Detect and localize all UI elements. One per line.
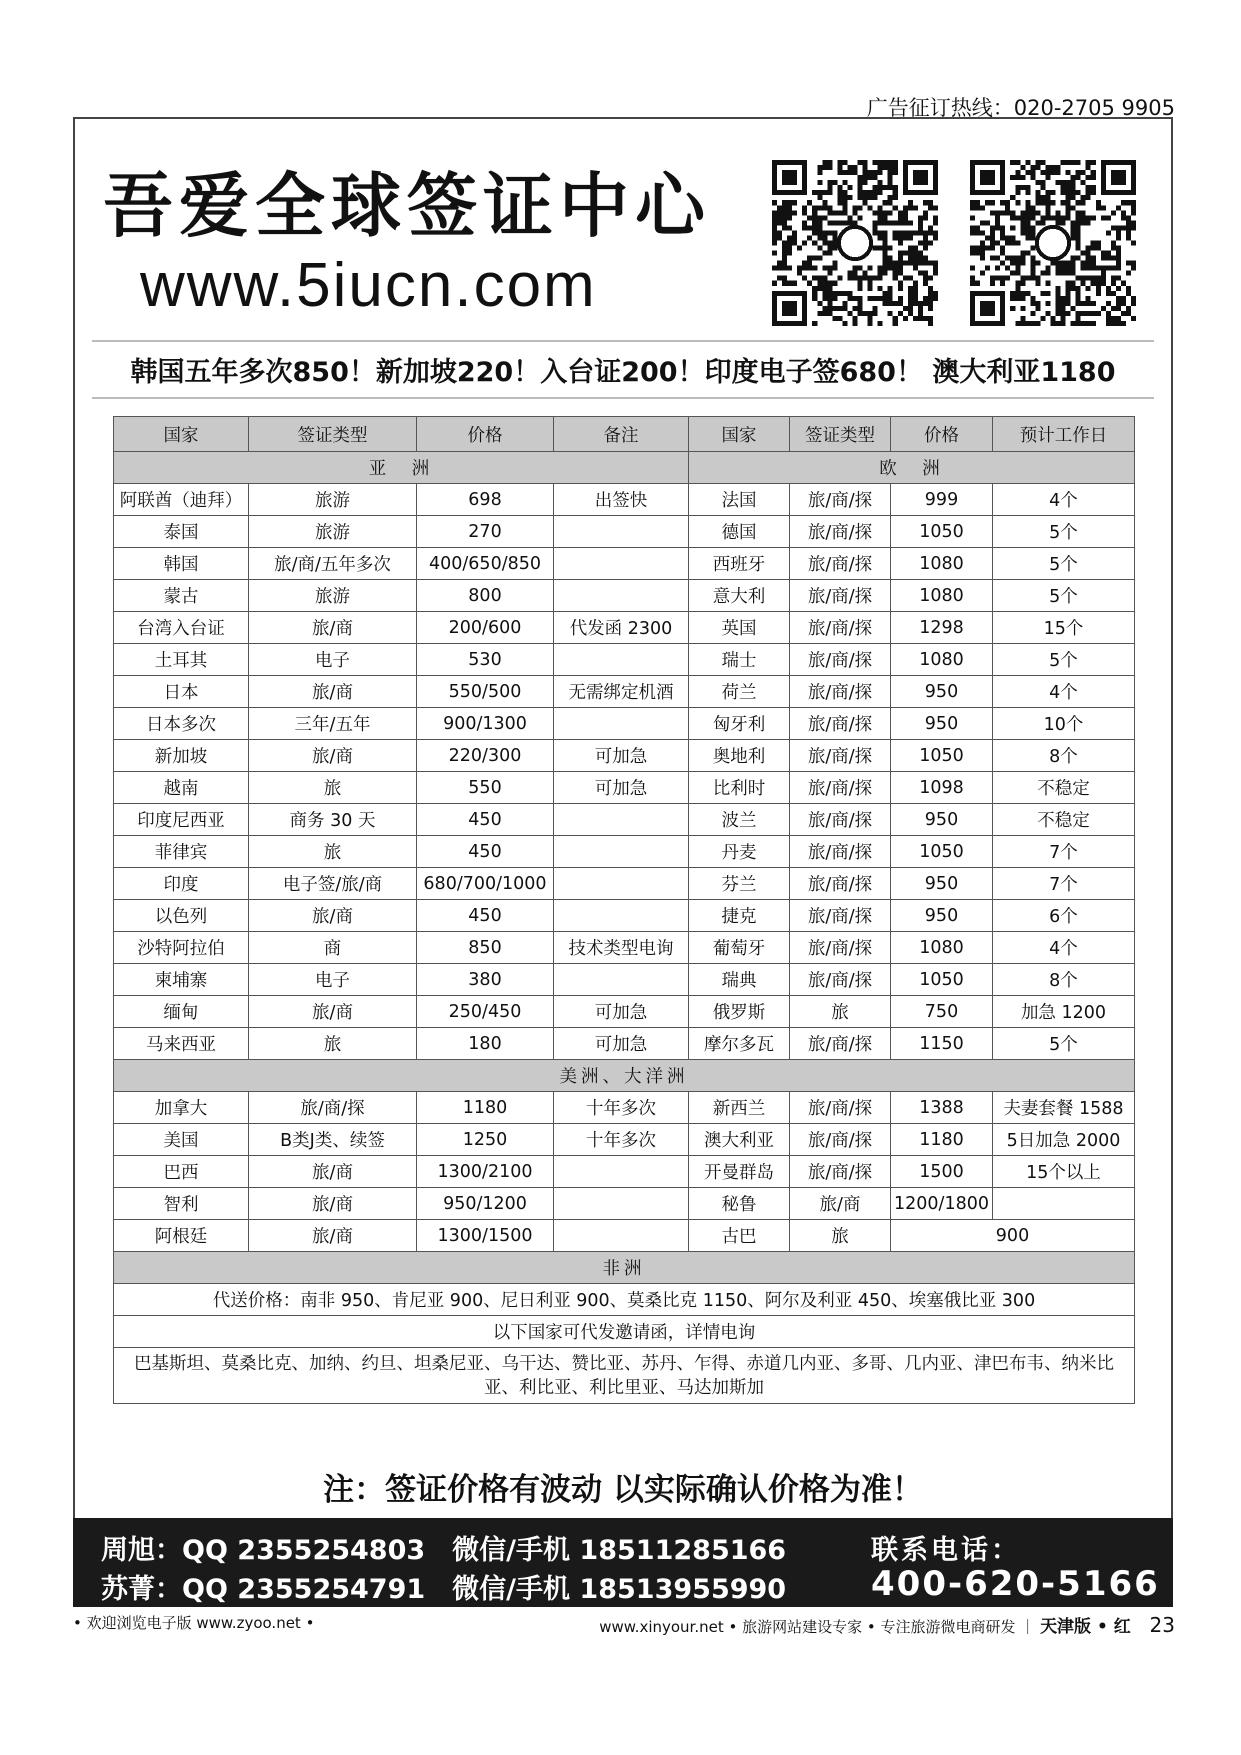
table-cell: 5个 xyxy=(993,1028,1135,1060)
table-cell: 8个 xyxy=(993,740,1135,772)
table-cell: 旅/商 xyxy=(249,1220,417,1252)
table-cell: 旅/商/探 xyxy=(790,868,891,900)
table-cell: 1080 xyxy=(891,644,993,676)
table-cell: 旅/商/探 xyxy=(790,1156,891,1188)
table-cell: 旅/商/探 xyxy=(249,1092,417,1124)
table-cell: 1050 xyxy=(891,516,993,548)
table-cell: 900/1300 xyxy=(417,708,554,740)
table-cell: 1300/2100 xyxy=(417,1156,554,1188)
table-cell: 意大利 xyxy=(689,580,790,612)
table-cell: 无需绑定机酒 xyxy=(554,676,689,708)
table-cell: 旅/商 xyxy=(249,1188,417,1220)
table-cell: 旅/商/探 xyxy=(790,708,891,740)
contact-bar xyxy=(73,1518,1173,1607)
table-cell: 1050 xyxy=(891,740,993,772)
table-cell: 摩尔多瓦 xyxy=(689,1028,790,1060)
table-cell: 850 xyxy=(417,932,554,964)
region-label: 美洲、大洋洲 xyxy=(114,1060,1135,1092)
table-cell: 1298 xyxy=(891,612,993,644)
table-cell: 旅 xyxy=(790,1220,891,1252)
table-cell xyxy=(554,836,689,868)
table-cell: 400/650/850 xyxy=(417,548,554,580)
table-cell: 1500 xyxy=(891,1156,993,1188)
africa-invite-countries-row xyxy=(114,1348,1135,1404)
footer-site: www.xinyour.net • 旅游网站建设专家 • 专注旅游微电商研发 ｜ xyxy=(599,1618,1036,1636)
table-cell: 1150 xyxy=(891,1028,993,1060)
table-cell: 日本多次 xyxy=(114,708,249,740)
table-row xyxy=(114,516,1135,548)
table-row xyxy=(114,868,1135,900)
table-row xyxy=(114,484,1135,516)
table-cell: 750 xyxy=(891,996,993,1028)
table-cell: 旅/商 xyxy=(249,996,417,1028)
table-cell: 十年多次 xyxy=(554,1124,689,1156)
table-row xyxy=(114,1092,1135,1124)
table-cell: 5个 xyxy=(993,580,1135,612)
table-row xyxy=(114,772,1135,804)
table-cell: 1080 xyxy=(891,932,993,964)
table-row xyxy=(114,1028,1135,1060)
table-cell: 十年多次 xyxy=(554,1092,689,1124)
table-cell: 代送价格：南非 950、肯尼亚 900、尼日利亚 900、莫桑比克 1150、阿尔及利亚 450、埃塞俄比亚 300 xyxy=(114,1284,1135,1316)
price-disclaimer: 注：签证价格有波动 以实际确认价格为准！ xyxy=(323,1472,923,1508)
table-cell: 旅/商 xyxy=(249,740,417,772)
wechat-qr-icon xyxy=(970,160,1136,326)
table-cell: 1098 xyxy=(891,772,993,804)
table-cell: 15个 xyxy=(993,612,1135,644)
table-cell: 15个以上 xyxy=(993,1156,1135,1188)
header-cell: 备注 xyxy=(554,417,689,452)
table-cell: 旅/商/探 xyxy=(790,676,891,708)
table-cell: 800 xyxy=(417,580,554,612)
table-cell: 澳大利亚 xyxy=(689,1124,790,1156)
region-row-africa xyxy=(114,1252,1135,1284)
table-cell: 德国 xyxy=(689,516,790,548)
africa-invite-note-row xyxy=(114,1316,1135,1348)
table-cell: 电子 xyxy=(249,964,417,996)
table-row xyxy=(114,1220,1135,1252)
table-cell: 瑞士 xyxy=(689,644,790,676)
table-cell: 台湾入台证 xyxy=(114,612,249,644)
table-row xyxy=(114,804,1135,836)
header-cell: 价格 xyxy=(891,417,993,452)
table-cell: 旅/商/探 xyxy=(790,516,891,548)
table-cell: 印度尼西亚 xyxy=(114,804,249,836)
table-row xyxy=(114,708,1135,740)
table-cell: 电子 xyxy=(249,644,417,676)
table-cell: 马来西亚 xyxy=(114,1028,249,1060)
table-row xyxy=(114,900,1135,932)
table-cell: 旅/商/探 xyxy=(790,1028,891,1060)
table-cell: 以色列 xyxy=(114,900,249,932)
table-cell: 7个 xyxy=(993,836,1135,868)
table-row xyxy=(114,1124,1135,1156)
table-cell: 680/700/1000 xyxy=(417,868,554,900)
table-cell: 可加急 xyxy=(554,740,689,772)
table-cell xyxy=(554,708,689,740)
table-row xyxy=(114,1188,1135,1220)
table-cell: 可加急 xyxy=(554,772,689,804)
table-cell xyxy=(554,644,689,676)
header-cell: 国家 xyxy=(114,417,249,452)
table-cell: 旅/商/探 xyxy=(790,548,891,580)
africa-price-row xyxy=(114,1284,1135,1316)
table-cell: 秘鲁 xyxy=(689,1188,790,1220)
table-cell: 4个 xyxy=(993,484,1135,516)
table-cell: 智利 xyxy=(114,1188,249,1220)
contact-line-su: 苏菁：QQ 2355254791 微信/手机 18513955990 xyxy=(101,1574,787,1605)
table-cell: 韩国 xyxy=(114,548,249,580)
table-cell: 旅/商/探 xyxy=(790,964,891,996)
header-cell: 签证类型 xyxy=(249,417,417,452)
table-cell: 530 xyxy=(417,644,554,676)
table-cell: 220/300 xyxy=(417,740,554,772)
table-cell: 旅/商 xyxy=(790,1188,891,1220)
table-cell: 7个 xyxy=(993,868,1135,900)
table-cell: 旅/商/探 xyxy=(790,836,891,868)
table-cell: 丹麦 xyxy=(689,836,790,868)
table-cell: 旅/商/探 xyxy=(790,772,891,804)
header-cell: 价格 xyxy=(417,417,554,452)
table-row xyxy=(114,1156,1135,1188)
table-cell: 旅/商/探 xyxy=(790,1092,891,1124)
table-row xyxy=(114,644,1135,676)
table-row xyxy=(114,612,1135,644)
table-cell: 270 xyxy=(417,516,554,548)
table-cell: 4个 xyxy=(993,932,1135,964)
table-cell xyxy=(554,1156,689,1188)
header-cell: 预计工作日 xyxy=(993,417,1135,452)
table-cell: 旅/商/五年多次 xyxy=(249,548,417,580)
table-cell: 俄罗斯 xyxy=(689,996,790,1028)
table-cell: 950 xyxy=(891,804,993,836)
table-cell: 夫妻套餐 1588 xyxy=(993,1092,1135,1124)
table-cell xyxy=(554,868,689,900)
table-cell xyxy=(554,580,689,612)
table-cell: 沙特阿拉伯 xyxy=(114,932,249,964)
weibo-qr-icon xyxy=(772,160,938,326)
table-cell: 旅游 xyxy=(249,484,417,516)
table-cell: 4个 xyxy=(993,676,1135,708)
table-cell: 可加急 xyxy=(554,996,689,1028)
table-cell: 柬埔寨 xyxy=(114,964,249,996)
table-cell: 1080 xyxy=(891,548,993,580)
table-header-row xyxy=(114,417,1135,452)
region-label-europe: 欧 洲 xyxy=(689,452,1135,484)
table-cell: 旅/商/探 xyxy=(790,612,891,644)
region-label-asia: 亚 洲 xyxy=(114,452,689,484)
contact-phone-label: 联系电话： xyxy=(871,1535,1021,1566)
table-cell: 950 xyxy=(891,708,993,740)
table-cell: 电子签/旅/商 xyxy=(249,868,417,900)
table-cell: 5日加急 2000 xyxy=(993,1124,1135,1156)
table-cell: 1388 xyxy=(891,1092,993,1124)
table-cell: 450 xyxy=(417,804,554,836)
table-cell: 英国 xyxy=(689,612,790,644)
table-cell xyxy=(554,804,689,836)
table-cell: 旅/商 xyxy=(249,1156,417,1188)
table-cell: 999 xyxy=(891,484,993,516)
table-cell: 1050 xyxy=(891,836,993,868)
region-label: 非洲 xyxy=(114,1252,1135,1284)
table-cell: B类J类、续签 xyxy=(249,1124,417,1156)
table-cell: 法国 xyxy=(689,484,790,516)
region-row-americas xyxy=(114,1060,1135,1092)
table-cell: 菲律宾 xyxy=(114,836,249,868)
table-cell: 950 xyxy=(891,868,993,900)
table-cell: 1180 xyxy=(417,1092,554,1124)
table-cell: 旅 xyxy=(249,836,417,868)
divider-bottom xyxy=(92,397,1154,399)
table-cell: 5个 xyxy=(993,516,1135,548)
promo-headline: 韩国五年多次850！新加坡220！入台证200！印度电子签680！ 澳大利亚1180 xyxy=(130,357,1116,388)
table-cell: 550/500 xyxy=(417,676,554,708)
table-cell: 1250 xyxy=(417,1124,554,1156)
table-cell xyxy=(554,1220,689,1252)
table-cell: 1080 xyxy=(891,580,993,612)
table-cell: 旅游 xyxy=(249,516,417,548)
table-cell: 越南 xyxy=(114,772,249,804)
brand-url[interactable]: www.5iucn.com xyxy=(140,251,597,320)
table-cell: 出签快 xyxy=(554,484,689,516)
table-row xyxy=(114,996,1135,1028)
table-cell: 旅/商/探 xyxy=(790,644,891,676)
ad-hotline: 广告征订热线：020-2705 9905 xyxy=(866,96,1175,120)
table-cell: 5个 xyxy=(993,548,1135,580)
header-cell: 签证类型 xyxy=(790,417,891,452)
page-number: 23 xyxy=(1149,1613,1175,1637)
table-cell: 可加急 xyxy=(554,1028,689,1060)
table-cell: 加急 1200 xyxy=(993,996,1135,1028)
table-cell: 旅/商 xyxy=(249,676,417,708)
table-cell: 西班牙 xyxy=(689,548,790,580)
table-cell: 旅/商 xyxy=(249,612,417,644)
table-row xyxy=(114,676,1135,708)
table-cell: 旅/商/探 xyxy=(790,900,891,932)
table-cell: 旅/商/探 xyxy=(790,804,891,836)
table-cell: 10个 xyxy=(993,708,1135,740)
table-cell: 巴基斯坦、莫桑比克、加纳、约旦、坦桑尼亚、乌干达、赞比亚、苏丹、乍得、赤道几内亚、多哥、几内亚、津巴布韦、纳米比亚、利比亚、利比里亚、马达加斯加 xyxy=(114,1348,1135,1404)
table-cell: 950 xyxy=(891,900,993,932)
table-cell: 8个 xyxy=(993,964,1135,996)
table-cell: 以下国家可代发邀请函，详情电询 xyxy=(114,1316,1135,1348)
brand-title: 吾爱全球签证中心 xyxy=(103,164,711,247)
table-cell: 巴西 xyxy=(114,1156,249,1188)
visa-price-table xyxy=(113,416,1135,1404)
table-cell: 阿根廷 xyxy=(114,1220,249,1252)
table-cell: 新西兰 xyxy=(689,1092,790,1124)
table-cell: 旅/商/探 xyxy=(790,1124,891,1156)
table-cell: 旅/商/探 xyxy=(790,740,891,772)
contact-phone-number: 400-620-5166 xyxy=(871,1564,1160,1604)
table-cell: 380 xyxy=(417,964,554,996)
table-cell: 葡萄牙 xyxy=(689,932,790,964)
footer-right xyxy=(599,1612,1175,1637)
table-cell: 加拿大 xyxy=(114,1092,249,1124)
table-cell: 旅/商/探 xyxy=(790,484,891,516)
table-cell: 荷兰 xyxy=(689,676,790,708)
table-cell: 技术类型电询 xyxy=(554,932,689,964)
table-cell: 芬兰 xyxy=(689,868,790,900)
table-row xyxy=(114,580,1135,612)
table-row xyxy=(114,836,1135,868)
table-cell: 5个 xyxy=(993,644,1135,676)
table-cell: 950/1200 xyxy=(417,1188,554,1220)
table-cell: 泰国 xyxy=(114,516,249,548)
table-cell: 古巴 xyxy=(689,1220,790,1252)
table-cell: 土耳其 xyxy=(114,644,249,676)
table-cell: 瑞典 xyxy=(689,964,790,996)
table-cell: 旅 xyxy=(249,1028,417,1060)
table-cell: 1180 xyxy=(891,1124,993,1156)
table-cell: 6个 xyxy=(993,900,1135,932)
table-cell xyxy=(993,1188,1135,1220)
table-cell: 180 xyxy=(417,1028,554,1060)
table-row xyxy=(114,964,1135,996)
table-cell: 1300/1500 xyxy=(417,1220,554,1252)
table-cell: 商务 30 天 xyxy=(249,804,417,836)
footer-edition: 天津版 • 红 xyxy=(1040,1617,1131,1637)
table-row xyxy=(114,548,1135,580)
table-cell: 比利时 xyxy=(689,772,790,804)
table-cell: 1200/1800 xyxy=(891,1188,993,1220)
table-cell xyxy=(554,1188,689,1220)
table-cell: 代发函 2300 xyxy=(554,612,689,644)
table-cell: 900 xyxy=(891,1220,1135,1252)
table-cell xyxy=(554,548,689,580)
region-row-asia-europe xyxy=(114,452,1135,484)
table-cell xyxy=(554,964,689,996)
table-cell xyxy=(554,516,689,548)
table-cell: 旅游 xyxy=(249,580,417,612)
table-cell: 950 xyxy=(891,676,993,708)
table-cell: 450 xyxy=(417,900,554,932)
table-cell: 新加坡 xyxy=(114,740,249,772)
table-row xyxy=(114,740,1135,772)
table-cell: 三年/五年 xyxy=(249,708,417,740)
table-cell: 印度 xyxy=(114,868,249,900)
table-cell: 旅/商 xyxy=(249,900,417,932)
table-cell: 450 xyxy=(417,836,554,868)
table-cell: 不稳定 xyxy=(993,772,1135,804)
table-cell xyxy=(554,900,689,932)
table-cell: 阿联酋（迪拜） xyxy=(114,484,249,516)
table-cell: 波兰 xyxy=(689,804,790,836)
table-cell: 开曼群岛 xyxy=(689,1156,790,1188)
table-cell: 蒙古 xyxy=(114,580,249,612)
table-cell: 商 xyxy=(249,932,417,964)
table-cell: 捷克 xyxy=(689,900,790,932)
table-cell: 美国 xyxy=(114,1124,249,1156)
table-cell: 匈牙利 xyxy=(689,708,790,740)
header-cell: 国家 xyxy=(689,417,790,452)
table-cell: 不稳定 xyxy=(993,804,1135,836)
table-cell: 缅甸 xyxy=(114,996,249,1028)
table-cell: 550 xyxy=(417,772,554,804)
table-cell: 旅 xyxy=(790,996,891,1028)
table-cell: 1050 xyxy=(891,964,993,996)
contact-line-zhou: 周旭：QQ 2355254803 微信/手机 18511285166 xyxy=(101,1535,787,1566)
divider-top xyxy=(92,340,1154,342)
table-row xyxy=(114,932,1135,964)
table-cell: 250/450 xyxy=(417,996,554,1028)
table-cell: 698 xyxy=(417,484,554,516)
table-cell: 旅 xyxy=(249,772,417,804)
table-cell: 旅/商/探 xyxy=(790,580,891,612)
table-cell: 200/600 xyxy=(417,612,554,644)
table-cell: 奥地利 xyxy=(689,740,790,772)
table-cell: 日本 xyxy=(114,676,249,708)
footer-left: • 欢迎浏览电子版 www.zyoo.net • xyxy=(73,1614,315,1632)
table-cell: 旅/商/探 xyxy=(790,932,891,964)
